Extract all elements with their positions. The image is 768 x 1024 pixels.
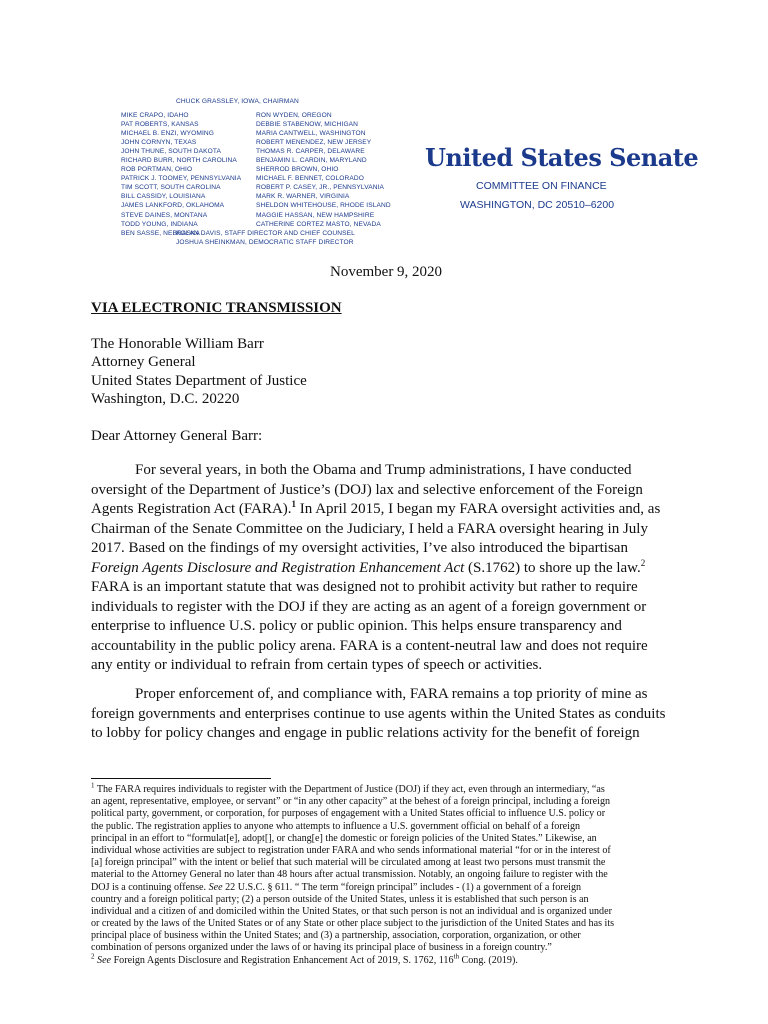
text-line: accountability in the public policy arena. FARA is a content-neutral law and does not require bbox=[91, 637, 648, 654]
footnote-line: principal place of business within the United States; and (3) a partnership, association, corporation, organization, or other bbox=[91, 930, 581, 942]
member-name: BILL CASSIDY, LOUISIANA bbox=[121, 193, 206, 201]
member-name: BEN SASSE, NEBRASKA bbox=[121, 229, 200, 237]
member-name: MIKE CRAPO, IDAHO bbox=[121, 112, 189, 119]
footnote-line: political party, government, or corporation, for purposes of engagement with a United States official to influence U.S. policy or bbox=[91, 808, 606, 820]
text-line: enterprise to influence U.S. policy or public opinion. This helps ensure transparency and bbox=[91, 618, 622, 634]
text-run: Agents Registration Act (FARA). bbox=[91, 501, 292, 517]
footnote-line: individual and a citizen of and domiciled within the United States, or that such person is not an individual and is organized under bbox=[91, 905, 612, 917]
footnote-line bbox=[91, 952, 691, 967]
footnote-line: combination of persons organized under the laws of or having its principal place of business in a foreign country.” bbox=[91, 942, 552, 954]
citation-signal: See bbox=[97, 954, 112, 966]
member-name: CATHERINE CORTEZ MASTO, NEVADA bbox=[256, 220, 381, 228]
member-name: ROB PORTMAN, OHIO bbox=[121, 166, 193, 174]
member-name: RICHARD BURR, NORTH CAROLINA bbox=[121, 157, 237, 165]
letterhead bbox=[0, 0, 768, 250]
recipient-address bbox=[91, 335, 307, 409]
text-line: Chairman of the Senate Committee on the Judiciary, I held a FARA oversight hearing in July bbox=[91, 520, 648, 537]
letter-date: November 9, 2020 bbox=[330, 264, 443, 280]
footnote-line: country and a foreign political party; (2) a person outside of the United States, unless it is established that such person is an bbox=[91, 893, 589, 905]
member-name: ROBERT MENENDEZ, NEW JERSEY bbox=[256, 139, 372, 147]
footnote-mark-2: 2 bbox=[91, 952, 95, 961]
member-name: RON WYDEN, OREGON bbox=[256, 112, 332, 119]
transmission-method: VIA ELECTRONIC TRANSMISSION bbox=[91, 300, 342, 316]
recipient-line: Washington, D.C. 20220 bbox=[91, 391, 240, 408]
senate-title: United States Senate bbox=[425, 143, 699, 172]
member-name: TIM SCOTT, SOUTH CAROLINA bbox=[121, 184, 221, 192]
staff-directors bbox=[176, 229, 355, 247]
text-run: DOJ is a continuing offense. bbox=[91, 881, 209, 893]
member-name: MICHAEL F. BENNET, COLORADO bbox=[256, 175, 364, 183]
member-name: JOHN CORNYN, TEXAS bbox=[121, 139, 197, 147]
member-name: TODD YOUNG, INDIANA bbox=[121, 220, 198, 228]
citation-signal: See bbox=[208, 881, 223, 893]
footnote-line: individual whose activities are subject to registration under FARA and who sends informational material “for or in the interest of bbox=[91, 844, 611, 856]
member-name: SHELDON WHITEHOUSE, RHODE ISLAND bbox=[256, 202, 391, 210]
text-line: Proper enforcement of, and compliance with, FARA remains a top priority of mine as bbox=[135, 686, 648, 702]
member-name: THOMAS R. CARPER, DELAWARE bbox=[256, 148, 365, 156]
paragraph-1 bbox=[91, 461, 691, 676]
member-name: MARIA CANTWELL, WASHINGTON bbox=[256, 130, 366, 138]
text-run: 22 U.S.C. § 611. “ The term “foreign principal” includes - (1) a government of a foreign bbox=[222, 881, 582, 893]
recipient-line: The Honorable William Barr bbox=[91, 336, 264, 352]
salutation: Dear Attorney General Barr: bbox=[91, 428, 263, 444]
staff-line: KOLAN DAVIS, STAFF DIRECTOR AND CHIEF COUNSEL bbox=[176, 230, 355, 237]
text-line: to lobby for policy changes and engage in public relations activity for the benefit of foreign bbox=[91, 725, 640, 741]
member-name: ROBERT P. CASEY, JR., PENNSYLVANIA bbox=[256, 184, 384, 192]
member-name: JAMES LANKFORD, OKLAHOMA bbox=[121, 202, 225, 210]
staff-line: JOSHUA SHEINKMAN, DEMOCRATIC STAFF DIRECTOR bbox=[176, 239, 354, 246]
committee-name: COMMITTEE ON FINANCE bbox=[476, 180, 607, 192]
ordinal-suffix: th bbox=[453, 952, 459, 961]
footnote-line: [a] foreign principal” with the intent or belief that such material will be circulated among at least two persons must transmit the bbox=[91, 857, 606, 869]
text-run: In April 2015, I began my FARA oversight activities and, as bbox=[296, 501, 661, 517]
text-line: oversight of the Department of Justice’s (DOJ) lax and selective enforcement of the Foreign bbox=[91, 481, 643, 498]
footnote-line: principal in an effort to “formulat[e], adopt[], or chang[e] the domestic or foreign policies of the United States.” Likewise, an bbox=[91, 832, 597, 844]
footnote-line: an agent, representative, employee, or servant” or “in any other capacity” at the behest of a foreign principal, including a foreign bbox=[91, 796, 611, 808]
majority-members bbox=[121, 111, 241, 238]
committee-address: WASHINGTON, DC 20510–6200 bbox=[460, 199, 615, 211]
footnote-ref-1[interactable]: 1 bbox=[291, 499, 297, 509]
minority-members bbox=[256, 111, 391, 229]
member-name: PAT ROBERTS, KANSAS bbox=[121, 121, 199, 129]
footnote-ref-2[interactable]: 2 bbox=[640, 557, 646, 568]
text-run: The FARA requires individuals to register with the Department of Justice (DOJ) if they act, even through an intermediary, “as bbox=[94, 784, 605, 795]
recipient-line: Attorney General bbox=[91, 354, 196, 371]
act-title: Foreign Agents Disclosure and Registration Enhancement Act bbox=[91, 559, 465, 576]
text-line: For several years, in both the Obama and Trump administrations, I have conducted bbox=[135, 462, 632, 478]
footnote-line: the public. The registration applies to anyone who attempts to influence a U.S. government official on behalf of a foreign bbox=[91, 820, 581, 832]
footnote-mark-1: 1 bbox=[91, 781, 95, 790]
recipient-line: United States Department of Justice bbox=[91, 372, 307, 389]
text-run: Foreign Agents Disclosure and Registration Enhancement Act of 2019, S. 1762, 116 bbox=[111, 954, 454, 966]
footnotes bbox=[91, 781, 691, 967]
footnote-line: or created by the laws of the United States or of any State or other place subject to the jurisdiction of the United States and has its bbox=[91, 918, 615, 930]
text-line bbox=[91, 500, 691, 520]
member-name: MARK R. WARNER, VIRGINIA bbox=[256, 193, 350, 201]
text-run: (S.1762) to shore up the law. bbox=[464, 559, 641, 576]
member-name: SHERROD BROWN, OHIO bbox=[256, 166, 339, 174]
member-name: MAGGIE HASSAN, NEW HAMPSHIRE bbox=[256, 211, 375, 219]
member-name: STEVE DAINES, MONTANA bbox=[121, 211, 208, 219]
text-line: foreign governments and enterprises continue to use agents within the United States as conduits bbox=[91, 705, 666, 722]
paragraph-2 bbox=[91, 685, 691, 744]
member-name: DEBBIE STABENOW, MICHIGAN bbox=[256, 121, 359, 129]
text-line: any entity or individual to refrain from certain types of speech or activities. bbox=[91, 657, 543, 673]
member-name: JOHN THUNE, SOUTH DAKOTA bbox=[121, 148, 221, 156]
member-name: BENJAMIN L. CARDIN, MARYLAND bbox=[256, 157, 367, 165]
text-line: 2017. Based on the findings of my oversight activities, I’ve also introduced the bipartisan bbox=[91, 540, 628, 556]
chairman-line: CHUCK GRASSLEY, IOWA, CHAIRMAN bbox=[176, 98, 299, 105]
text-line: individuals to register with the DOJ if they are acting as an agent of a foreign government or bbox=[91, 598, 647, 615]
member-name: MICHAEL B. ENZI, WYOMING bbox=[121, 130, 215, 138]
text-line bbox=[91, 559, 691, 579]
text-run: Cong. (2019). bbox=[458, 954, 518, 966]
footnote-line bbox=[91, 882, 691, 894]
text-line: FARA is an important statute that was designed not to prohibit activity but rather to require bbox=[91, 579, 638, 595]
footnote-divider bbox=[91, 778, 271, 779]
footnote-line: material to the Attorney General no later than 48 hours after actual transmission. Notably, an ongoing failure to register with the bbox=[91, 869, 608, 881]
footnote-line bbox=[91, 781, 691, 796]
member-name: PATRICK J. TOOMEY, PENNSYLVANIA bbox=[121, 175, 242, 183]
